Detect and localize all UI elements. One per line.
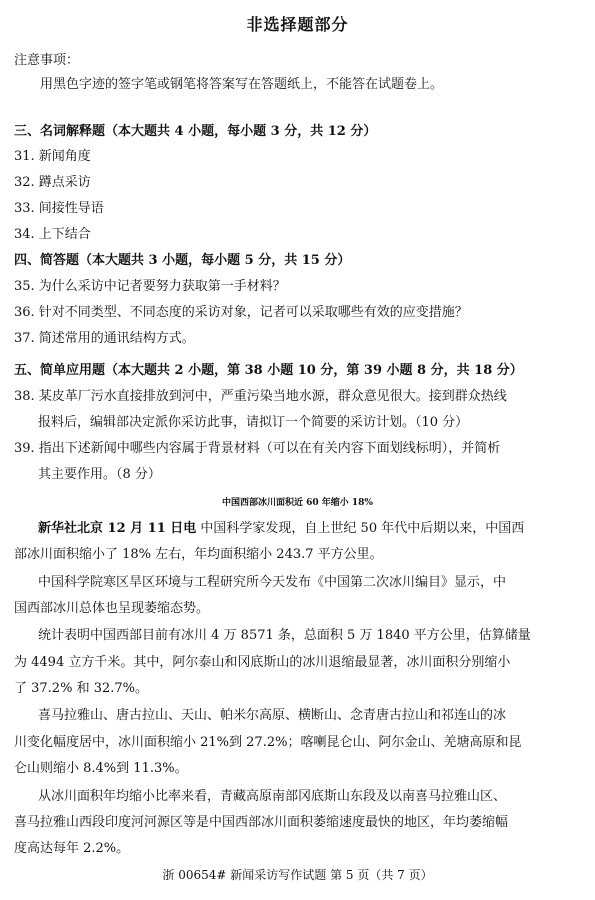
dateline: 新华社北京 12 月 11 日电 — [38, 521, 197, 536]
article-headline: 中国西部冰川面积近 60 年缩小 18% — [221, 498, 373, 508]
article-line: 从冰川面积年均缩小比率来看，青藏高原南部冈底斯山东段及以南喜马拉雅山区、 — [38, 789, 507, 804]
question-38-line1: 38. 某皮革厂污水直接排放到河中，严重污染当地水源，群众意见很大。接到群众热线 — [14, 389, 507, 404]
notice-text: 用黑色字迹的签字笔或钢笔将答案写在答题纸上，不能答在试题卷上。 — [40, 77, 444, 92]
question-37: 37. 简述常用的通讯结构方式。 — [14, 331, 195, 346]
question-35: 35. 为什么采访中记者要努力获取第一手材料？ — [14, 279, 286, 294]
page-title: 非选择题部分 — [246, 15, 349, 34]
article-line — [38, 520, 524, 538]
article-lead: 中国科学家发现，自上世纪 50 年代中后期以来，中国西 — [196, 521, 525, 536]
article-line: 仑山则缩小 8.4%到 11.3%。 — [14, 761, 188, 776]
question-32: 32. 蹲点采访 — [14, 175, 91, 190]
article-line: 统计表明中国西部目前有冰川 4 万 8571 条，总面积 5 万 1840 平方公里，估算储量 — [38, 628, 531, 643]
article-line: 喜马拉雅山西段印度河河源区等是中国西部冰川面积萎缩速度最快的地区，年均萎缩幅 — [14, 815, 509, 830]
article-line: 国西部冰川总体也呈现萎缩态势。 — [14, 601, 210, 616]
question-39-line2: 其主要作用。（8 分） — [38, 467, 161, 482]
page-footer: 浙 00654# 新闻采访写作试题 第 5 页（共 7 页） — [162, 868, 433, 882]
article-line: 部冰川面积缩小了 18% 左右，年均面积缩小 243.7 平方公里。 — [14, 547, 383, 562]
article-line: 为 4494 立方千米。其中，阿尔泰山和冈底斯山的冰川退缩最显著，冰川面积分别缩小 — [14, 655, 511, 670]
article-line: 川变化幅度居中，冰川面积缩小 21%到 27.2%；喀喇昆仑山、阿尔金山、羌塘高原和昆 — [14, 735, 522, 750]
question-39-line1: 39. 指出下述新闻中哪些内容属于背景材料（可以在有关内容下面划线标明），并简析 — [14, 441, 501, 456]
question-34: 34. 上下结合 — [14, 227, 91, 242]
section4-heading: 四、简答题（本大题共 3 小题，每小题 5 分，共 15 分） — [14, 253, 351, 268]
article-line: 中国科学院寒区旱区环境与工程研究所今天发布《中国第二次冰川编目》显示，中 — [38, 575, 507, 590]
section3-heading: 三、名词解释题（本大题共 4 小题，每小题 3 分，共 12 分） — [14, 124, 377, 139]
article-line: 了 37.2% 和 32.7%。 — [14, 681, 148, 696]
section5-heading: 五、简单应用题（本大题共 2 小题，第 38 小题 10 分，第 39 小题 8 分，共 18 分） — [14, 363, 523, 378]
question-38-line2: 报料后，编辑部决定派你采访此事，请拟订一个简要的采访计划。（10 分） — [38, 415, 469, 430]
question-33: 33. 间接性导语 — [14, 201, 104, 216]
article-line: 度高达每年 2.2%。 — [14, 841, 130, 856]
question-36: 36. 针对不同类型、不同态度的采访对象，记者可以采取哪些有效的应变措施？ — [14, 305, 468, 320]
question-31: 31. 新闻角度 — [14, 149, 91, 164]
notice-heading: 注意事项： — [14, 53, 80, 68]
article-line: 喜马拉雅山、唐古拉山、天山、帕米尔高原、横断山、念青唐古拉山和祁连山的冰 — [38, 708, 507, 723]
